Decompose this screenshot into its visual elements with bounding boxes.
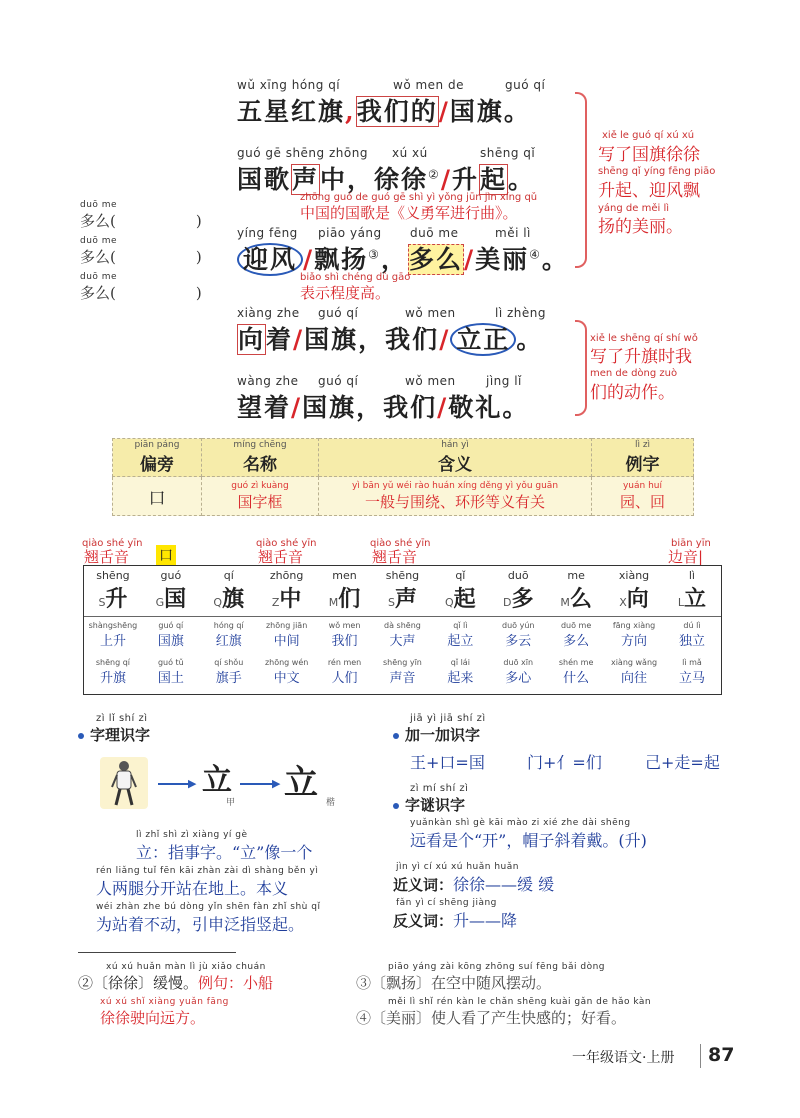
pinyin: lì <box>688 569 695 582</box>
pinyin: qǐ <box>455 569 466 582</box>
pinyin: wàng zhe <box>237 374 299 388</box>
word: 方向 <box>621 634 648 649</box>
zili-line: 立：指事字。“立”像一个 <box>136 843 313 862</box>
pron-note-pinyin: qiào shé yīn <box>256 538 317 549</box>
pinyin: guó tǔ <box>157 658 184 667</box>
word: 人们 <box>331 671 358 686</box>
synonym-line: 近义词：徐徐——缓 缓 <box>393 875 555 894</box>
oracle-glyph: 立 <box>202 763 232 798</box>
word: 红旗 <box>215 634 242 649</box>
person-icon <box>100 757 148 809</box>
word-cell <box>84 658 142 686</box>
standing-person-illustration <box>100 757 148 809</box>
word-cell <box>84 621 142 649</box>
example-cell: yuán huí 园、回 <box>592 477 694 516</box>
pinyin: zì lǐ shí zì <box>96 713 148 724</box>
antonym-line: 反义词：升——降 <box>393 911 518 930</box>
pron-note-pinyin: qiào shé yīn <box>370 538 431 549</box>
pinyin: zhōng <box>269 569 304 582</box>
footer-divider <box>700 1044 701 1068</box>
word-cell <box>663 621 721 649</box>
word: 起立 <box>447 634 474 649</box>
char-table <box>83 565 722 695</box>
pinyin: duō me <box>80 272 118 282</box>
anthem-note-pinyin: zhōng guó de guó gē shì yì yǒng jūn jìn xíng qǔ <box>300 192 538 203</box>
char-cell <box>374 569 432 613</box>
jiayijia-title: 加一加识字 <box>393 724 480 745</box>
pron-note: 翘舌音 <box>84 548 130 566</box>
poem-line-5: 望着/国旗，我们/敬礼。 <box>237 393 530 422</box>
meaning-cell: yì bān yǔ wéi rào huán xíng děng yì yǒu guān 一般与围绕、环形等义有关 <box>319 477 592 516</box>
pinyin: lì zhǐ shì zì xiàng yí gè <box>136 830 248 840</box>
pinyin: měi lì <box>495 226 531 240</box>
poem-line-2: 国歌声中，徐徐②/升起。 <box>237 165 535 194</box>
char: 么 <box>569 586 592 612</box>
char: 们 <box>338 586 361 612</box>
char: 立 <box>684 586 707 612</box>
char-cell <box>316 569 374 613</box>
pinyin: fǎn yì cí shēng jiàng <box>396 898 497 908</box>
pinyin: duō me <box>410 226 459 240</box>
word: 声音 <box>389 671 416 686</box>
char-cell <box>663 569 721 613</box>
poem-line-4: 向着/国旗，我们/ 立正 。 <box>238 325 544 354</box>
word: 多云 <box>505 634 532 649</box>
zili-title: 字理识字 <box>78 724 150 745</box>
header-radical: piān páng 偏旁 <box>113 439 202 477</box>
char: 声 <box>394 586 417 612</box>
pinyin: duō xīn <box>503 658 534 667</box>
pron-note-pinyin: qiào shé yīn <box>82 538 143 549</box>
radical-table <box>112 438 694 516</box>
pinyin: qí <box>223 569 234 582</box>
char-cell <box>547 569 605 613</box>
pinyin: shén me <box>558 658 594 667</box>
arrow-right-icon: ▶ <box>272 777 281 790</box>
divider <box>84 616 721 617</box>
word-cell <box>374 658 432 686</box>
pinyin: shēng <box>96 569 130 582</box>
pinyin: guó <box>160 569 182 582</box>
word: 大声 <box>389 634 416 649</box>
regular-label: 楷 <box>326 798 336 808</box>
word: 中文 <box>273 671 300 686</box>
char-cell <box>605 569 663 613</box>
header-meaning: hán yì 含义 <box>319 439 592 477</box>
pinyin: fāng xiàng <box>612 621 656 630</box>
pron-note-pinyin: biān yīn <box>671 538 711 549</box>
initial: D <box>502 596 512 609</box>
pinyin: zhōng wén <box>264 658 309 667</box>
pinyin: men <box>332 569 357 582</box>
word-cell <box>489 621 547 649</box>
arrow-right-icon: ▶ <box>188 777 197 790</box>
initial: G <box>155 596 165 609</box>
pinyin: jìng lǐ <box>486 374 522 388</box>
poem-line-3: 迎风 /飘扬③，多么/美丽④。 <box>237 240 569 276</box>
footnote-4: ④〔美丽〕使人看了产生快感的；好看。 <box>356 1009 627 1027</box>
pinyin: lì zhèng <box>495 306 546 320</box>
pinyin: duō me <box>80 236 118 246</box>
note-pinyin: xiě le shēng qí shí wǒ <box>590 333 698 344</box>
page-number: 87 <box>708 1044 735 1066</box>
pinyin: guó qí <box>318 374 359 388</box>
pinyin: piāo yáng zài kōng zhōng suí fēng bǎi dòng <box>388 962 605 972</box>
pinyin: xú xú <box>392 146 428 160</box>
pinyin: guó gē shēng zhōng <box>237 146 368 160</box>
pinyin: duō yún <box>502 621 535 630</box>
pinyin: xiàng <box>618 569 650 582</box>
note-pinyin: yáng de měi lì <box>598 203 669 214</box>
pinyin: shàngshēng <box>88 621 138 630</box>
char-cell <box>431 569 489 613</box>
pinyin: xú xú huǎn màn lì jù xiǎo chuán <box>106 962 266 972</box>
char-cell <box>84 569 142 613</box>
word: 什么 <box>563 671 590 686</box>
header-name: míng chēng 名称 <box>202 439 319 477</box>
side-note: 写了国旗徐徐 <box>598 145 700 165</box>
pinyin: qǐ lái <box>450 658 470 667</box>
initial: Z <box>271 596 280 609</box>
radical-cell: 口 <box>113 477 202 516</box>
arrow-line <box>158 783 192 785</box>
book-title: 一年级语文·上册 <box>572 1050 675 1066</box>
pinyin: wǒ men <box>405 374 456 388</box>
pinyin: rén men <box>327 658 362 667</box>
initial: L <box>677 596 684 609</box>
footnote-2: ②〔徐徐〕缓慢。例句：小船 <box>78 974 274 992</box>
char-cell <box>200 569 258 613</box>
note-pinyin: shēng qǐ yíng fēng piāo <box>598 166 716 177</box>
pinyin: duō me <box>80 200 118 210</box>
word: 多么 <box>563 634 590 649</box>
regular-glyph: 立 <box>284 763 318 803</box>
riddle: 远看是个“开”，帽子斜着戴。(升) <box>410 831 647 850</box>
note-pinyin: men de dòng zuò <box>590 368 678 379</box>
word: 旗手 <box>215 671 242 686</box>
duome-blank[interactable]: 多么( ) <box>80 212 202 230</box>
word: 国旗 <box>157 634 184 649</box>
word-cell <box>605 658 663 686</box>
word-cell <box>258 658 316 686</box>
pinyin: dú lì <box>683 621 701 630</box>
oracle-label: 甲 <box>226 798 236 808</box>
zili-line: 为站着不动，引申泛指竖起。 <box>96 915 305 934</box>
initial: S <box>98 596 106 609</box>
footnote-3: ③〔飘扬〕在空中随风摆动。 <box>356 974 552 992</box>
word: 中间 <box>273 634 300 649</box>
word-cell <box>200 621 258 649</box>
highlighted-radical: 口 <box>156 545 176 565</box>
pinyin: qǐ lì <box>453 621 468 630</box>
initial: S <box>387 596 395 609</box>
word-cell <box>316 621 374 649</box>
pinyin: xú xú shǐ xiàng yuǎn fāng <box>100 997 229 1007</box>
bracket <box>575 92 587 268</box>
word: 升旗 <box>99 671 126 686</box>
word-cell <box>258 621 316 649</box>
word: 上升 <box>99 634 126 649</box>
pinyin: piāo yáng <box>318 226 382 240</box>
anthem-note: 中国的国歌是《义勇军进行曲》。 <box>300 204 518 222</box>
pinyin: wǒ men <box>328 621 361 630</box>
bullet-icon <box>78 733 84 739</box>
duome-blank[interactable]: 多么( ) <box>80 248 202 266</box>
pinyin: hóng qí <box>213 621 244 630</box>
word-cell <box>142 658 200 686</box>
pinyin: shēng qǐ <box>480 146 536 160</box>
pinyin: me <box>567 569 585 582</box>
arrow-line <box>240 783 276 785</box>
name-cell: guó zì kuàng 国字框 <box>202 477 319 516</box>
char-cell <box>489 569 547 613</box>
initial: Q <box>213 596 223 609</box>
equation: 己+走=起 <box>645 753 720 772</box>
pinyin: duō me <box>560 621 592 630</box>
equation: 门+亻=们 <box>527 753 602 772</box>
word-cell <box>431 621 489 649</box>
bracket <box>575 320 587 416</box>
bullet-icon <box>393 733 399 739</box>
word: 独立 <box>678 634 705 649</box>
pinyin: guó qí <box>505 78 546 92</box>
side-note: 写了升旗时我 <box>590 347 692 367</box>
word: 向往 <box>621 671 648 686</box>
pinyin: zhōng jiān <box>265 621 308 630</box>
pinyin: qí shǒu <box>214 658 244 667</box>
word: 立马 <box>678 671 705 686</box>
side-note: 扬的美丽。 <box>598 217 683 237</box>
pinyin: wǒ men de <box>393 78 464 92</box>
degree-note: 表示程度高。 <box>300 284 391 302</box>
pinyin: wǒ men <box>405 306 456 320</box>
pinyin: měi lì shǐ rén kàn le chǎn shēng kuài gǎn de hǎo kàn <box>388 997 652 1007</box>
word-cell <box>431 658 489 686</box>
pinyin: dà shēng <box>384 621 421 630</box>
word: 我们 <box>331 634 358 649</box>
word-cell <box>489 658 547 686</box>
pinyin: yíng fēng <box>237 226 298 240</box>
char: 升 <box>105 586 128 612</box>
pinyin: rén liǎng tuǐ fēn kāi zhàn zài dì shàng běn yì <box>96 866 319 876</box>
side-note: 升起、迎风飘 <box>598 181 700 201</box>
bullet-icon <box>393 803 399 809</box>
pinyin: yuǎnkàn shì gè kāi mào zi xié zhe dài shēng <box>410 818 631 828</box>
pinyin: jìn yì cí xú xú huǎn huǎn <box>396 862 519 872</box>
word-cell <box>374 621 432 649</box>
word-cell <box>547 621 605 649</box>
char: 旗 <box>222 586 245 612</box>
char: 起 <box>453 586 476 612</box>
footnote-rule <box>78 952 236 953</box>
poem-line-1: 五星红旗,我们的/国旗。 <box>237 97 531 126</box>
pinyin: shēng <box>385 569 420 582</box>
pinyin: guó qí <box>158 621 184 630</box>
pinyin: duō <box>507 569 529 582</box>
word: 国土 <box>157 671 184 686</box>
pinyin: wéi zhàn zhe bú dòng yǐn shēn fàn zhǐ shù qǐ <box>96 902 321 912</box>
pinyin: jiā yì jiā shí zì <box>410 713 486 724</box>
initial: X <box>619 596 627 609</box>
char: 中 <box>279 586 302 612</box>
pinyin: lì mǎ <box>682 658 702 667</box>
word-cell <box>200 658 258 686</box>
char: 向 <box>626 586 649 612</box>
degree-note-pinyin: biǎo shì chéng dù gāo <box>300 272 411 283</box>
initial: M <box>328 596 339 609</box>
pinyin: zì mí shí zì <box>410 783 469 794</box>
side-note: 们的动作。 <box>590 383 675 403</box>
header-example: lì zì 例字 <box>592 439 694 477</box>
pron-note: 翘舌音 <box>258 548 304 566</box>
word-cell <box>142 621 200 649</box>
word-cell <box>605 621 663 649</box>
footnote-2-example: 徐徐驶向远方。 <box>100 1009 206 1027</box>
note-pinyin: xiě le guó qí xú xú <box>602 130 695 141</box>
char: 国 <box>164 586 187 612</box>
char: 多 <box>511 586 534 612</box>
pron-note: 边音| <box>668 548 704 566</box>
pinyin: xiàng wǎng <box>610 658 658 667</box>
pinyin: shēng qí <box>95 658 131 667</box>
word-cell <box>316 658 374 686</box>
word: 起来 <box>447 671 474 686</box>
zili-line: 人两腿分开站在地上。本义 <box>96 879 289 898</box>
pron-note: 翘舌音 <box>372 548 418 566</box>
equation: 王+口=国 <box>410 753 485 772</box>
char-cell <box>142 569 200 613</box>
initial: Q <box>444 596 454 609</box>
pinyin: wǔ xīng hóng qí <box>237 78 341 92</box>
pinyin: guó qí <box>318 306 359 320</box>
word-cell <box>547 658 605 686</box>
zimi-title: 字谜识字 <box>393 794 465 815</box>
duome-blank[interactable]: 多么( ) <box>80 284 202 302</box>
initial: M <box>560 596 570 609</box>
pinyin: xiàng zhe <box>237 306 300 320</box>
pinyin: shēng yīn <box>383 658 422 667</box>
char-cell <box>258 569 316 613</box>
word-cell <box>663 658 721 686</box>
word: 多心 <box>505 671 532 686</box>
